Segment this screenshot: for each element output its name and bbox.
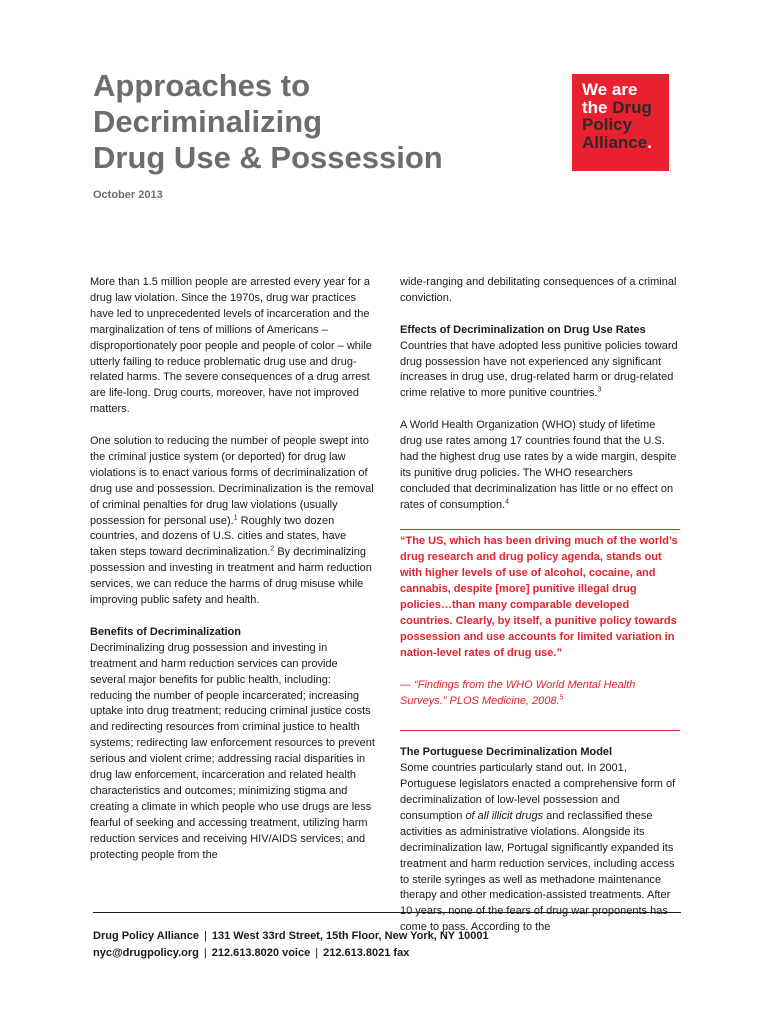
logo-line-2: [582, 99, 669, 117]
logo-dot: .: [647, 132, 652, 152]
footer-org: Drug Policy Alliance: [93, 930, 199, 942]
left-column: [90, 275, 375, 879]
portugal-text-b: and reclassified these activities as administrative violations. Alongside its decriminalization law, Portugal significantly expanded its treatment and harm reduction services, including access to sterile syringes as well as methadone maintenance therapy and other medication-assisted treatments. After come to pass. According to the: [400, 809, 675, 934]
footer-fax: 212.613.8021 fax: [323, 947, 410, 959]
footer-separator: |: [203, 930, 207, 942]
footer-address: 131 West 33rd Street, 15th Floor, New York, NY 10001: [211, 930, 489, 942]
logo-the: the: [582, 97, 613, 117]
publication-date: October 2013: [93, 189, 163, 201]
footer-line-1: [93, 928, 489, 945]
logo-drug: Drug: [612, 97, 652, 117]
benefits-heading: Benefits of Decriminalization: [90, 625, 241, 638]
footer-separator: |: [203, 947, 207, 959]
solution-text-a: One solution to reducing the number of people swept into the criminal justice system (or deported) for drug law violations is to enact various forms of decriminalization of drug use and possession. Decriminalization is the removal of criminal penalties for drug law violations (usually possession for personal use).: [90, 435, 374, 527]
citation-text: — “Findings from the WHO World Mental Health Surveys.” PLOS Medicine, 2008.: [400, 678, 636, 707]
portugal-italic: of all illicit drugs: [465, 809, 544, 822]
footnote-ref-1: 1: [233, 513, 238, 521]
portugal-paragraph: [400, 761, 680, 936]
footnote-ref-5: 5: [559, 693, 564, 701]
footnote-ref-3: 3: [597, 386, 602, 394]
footnote-ref-4: 4: [505, 498, 510, 505]
effects-paragraph: [400, 339, 680, 403]
pull-quote-text: “The US, which has been driving much of the world’s drug research and drug policy agenda, stands out with higher levels of use of alcohol, cocaine, and cannabis, despite [more] punitive illegal drug policies…than many comparable developed countries. Clearly, by itself, a punitive policy towards possession and use accounts for limited variation in nation-level rates of drug use.”: [400, 535, 678, 659]
footer-email[interactable]: nyc@drugpolicy.org: [93, 947, 199, 959]
title-line-3: Drug Use & Possession: [93, 140, 443, 175]
logo-line-3: Policy: [582, 115, 633, 134]
who-text: A World Health Organization (WHO) study of lifetime drug use rates among 17 countries found that the U.S. had the highest drug use rates by a wide margin, despite its punitive drug policies. The WHO researchers concluded that decriminalization has little or no effect on rates of consumption.: [400, 419, 677, 511]
page-title: [93, 68, 513, 176]
continued-paragraph: wide-ranging and debilitating consequences of a criminal conviction.: [400, 276, 677, 304]
footer-line-2: [93, 945, 489, 962]
title-line-1: Approaches to: [93, 68, 311, 103]
solution-text-c: By decriminalizing possession and investing in treatment and harm reduction services, we can reduce the harms of drug misuse while improving public safety and health.: [90, 546, 372, 607]
footer: [93, 928, 489, 962]
title-line-2: Decriminalizing: [93, 104, 323, 139]
pull-quote-citation: [400, 678, 680, 710]
footer-phone: 212.613.8020 voice: [211, 947, 311, 959]
pull-quote: [400, 529, 680, 731]
who-paragraph: [400, 418, 680, 513]
footer-separator: |: [315, 947, 319, 959]
footer-divider: [93, 912, 681, 913]
logo-line-4: [582, 134, 669, 152]
effects-heading: Effects of Decriminalization on Drug Use Rates: [400, 323, 646, 336]
right-column: [400, 275, 680, 952]
logo-line-1: We are: [582, 80, 638, 99]
footnote-ref-2: 2: [270, 545, 275, 553]
benefits-paragraph: Decriminalizing drug possession and investing in treatment and harm reduction services can provide several major benefits for public health, including: reducing the number of people incarcerated; increasing uptake into drug treatment; reducing criminal justice costs and redirecting resources from criminal justice to health systems; redirecting law enforcement resources to prevent serious and violent crime; addressing racial disparities in drug law enforcement, incarceration and related health characteristics and outcomes; minimizing stigma and creating a climate in which people who use drugs are less fearful of seeking and accessing treatment, utilizing harm reduction services and receiving HIV/AIDS services; and protecting people from the: [90, 641, 375, 861]
solution-paragraph: [90, 434, 375, 609]
portugal-heading: The Portuguese Decriminalization Model: [400, 746, 613, 759]
logo-alliance: Alliance: [582, 132, 648, 152]
portugal-text-a: Some countries particularly stand out. In 2001, Portuguese legislators enacted a comprehensive form of decriminalization of low-level possession and consumption: [400, 762, 676, 822]
drug-policy-alliance-logo: [572, 74, 669, 171]
intro-paragraph: More than 1.5 million people are arrested every year for a drug law violation. Since the 1970s, drug war practices have led to unprecedented levels of incarceration and the marginalization of tens of millions of Americans – disproportionately poor people and people of color – while utterly failing to reduce problematic drug use and drug-related harms. The severe consequences of a drug arrest are life-long. Drug courts, moreover, have not improved matters.: [90, 276, 372, 416]
solution-text-b: Roughly two dozen countries, and dozens of U.S. cities and states, have taken steps toward decriminalization.: [90, 514, 347, 559]
effects-text: Countries that have adopted less punitive policies toward drug possession have not experienced any significant increases in drug use, drug-related harm or drug-related crime relative to more punitive countries.: [400, 339, 678, 400]
